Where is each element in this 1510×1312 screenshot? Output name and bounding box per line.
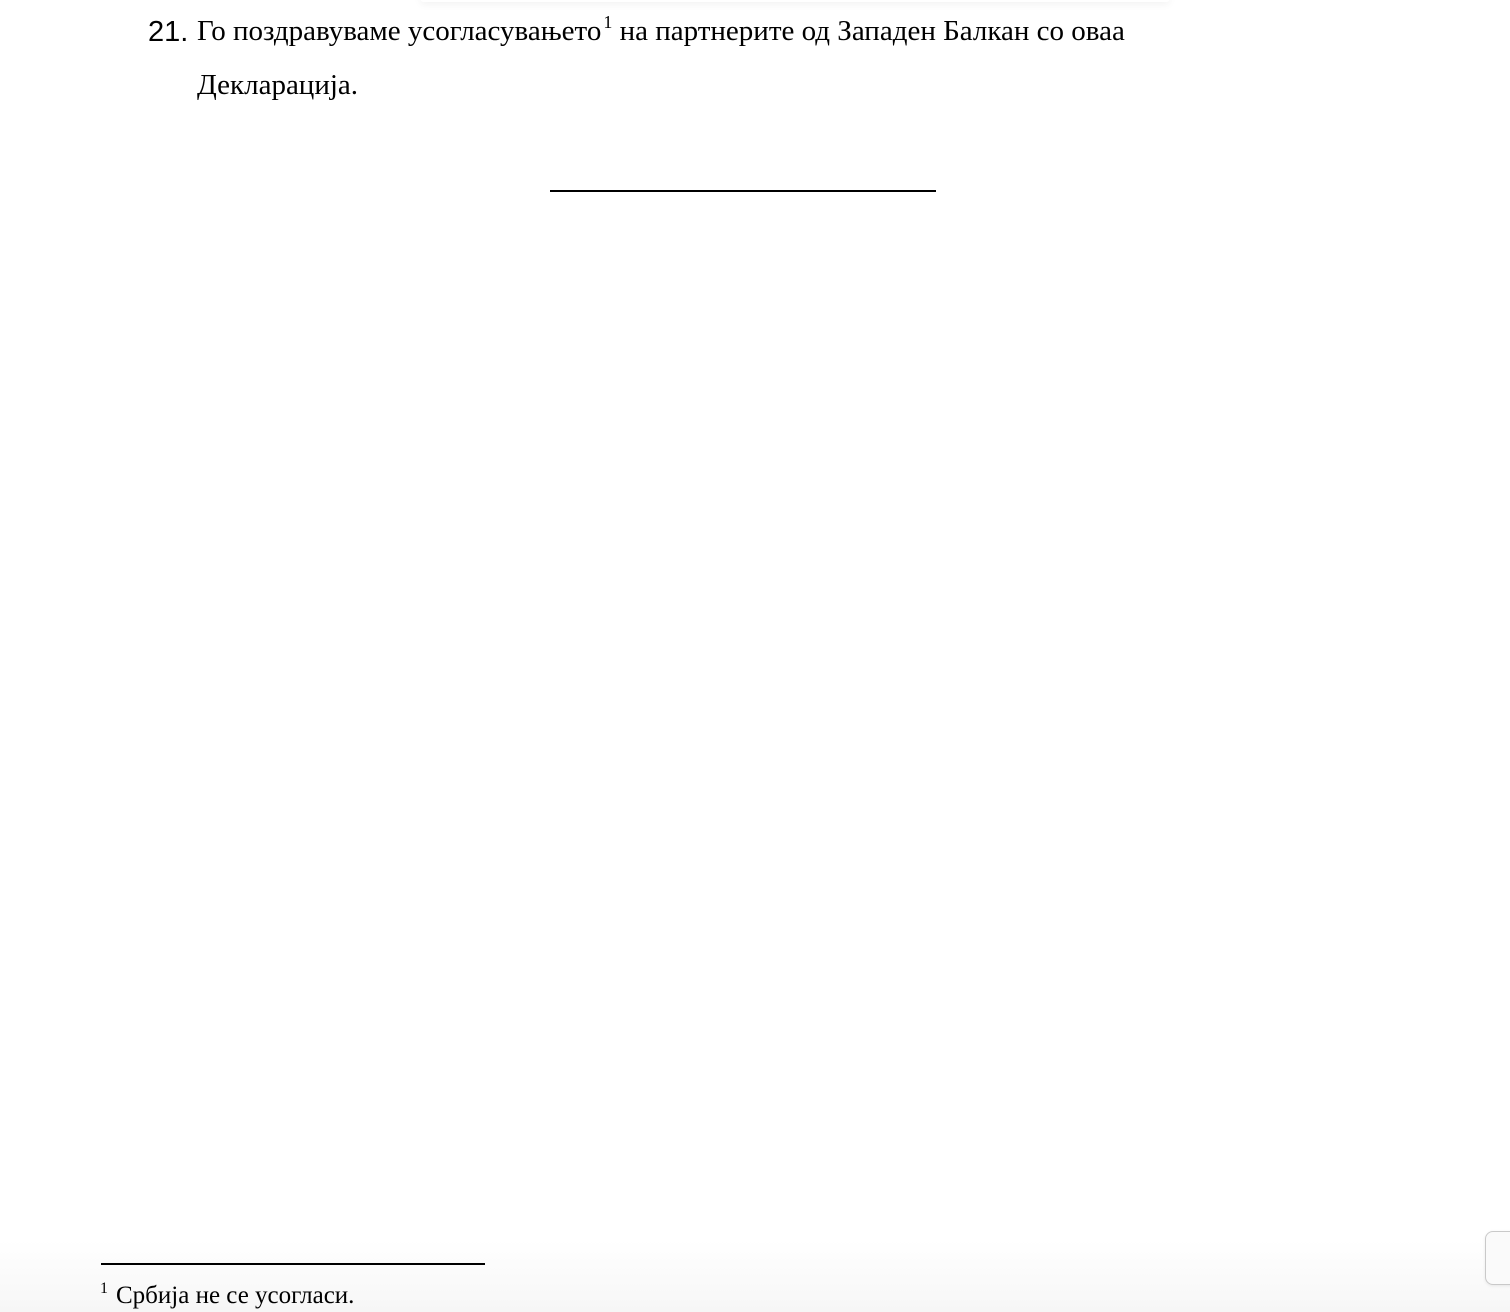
toolbar-shadow [420, 0, 1170, 2]
footnote-separator [101, 1263, 485, 1265]
side-panel-tab[interactable] [1485, 1231, 1510, 1285]
paragraph-text-after-ref: на партнерите од Западен Балкан со оваа [612, 15, 1125, 47]
paragraph-21 [197, 11, 1257, 105]
paragraph-line-1 [197, 11, 1257, 51]
section-end-rule [550, 190, 936, 192]
footnote-marker: 1 [100, 1280, 108, 1297]
paragraph-text-before-ref: Го поздравуваме усогласувањето [197, 15, 602, 47]
footnote-reference[interactable]: 1 [603, 12, 613, 32]
footnote [100, 1280, 354, 1312]
paragraph-line-2: Декларација. [197, 69, 359, 101]
footnote-text: Србија не се усогласи. [116, 1282, 355, 1309]
paragraph-number: 21. [148, 16, 189, 48]
